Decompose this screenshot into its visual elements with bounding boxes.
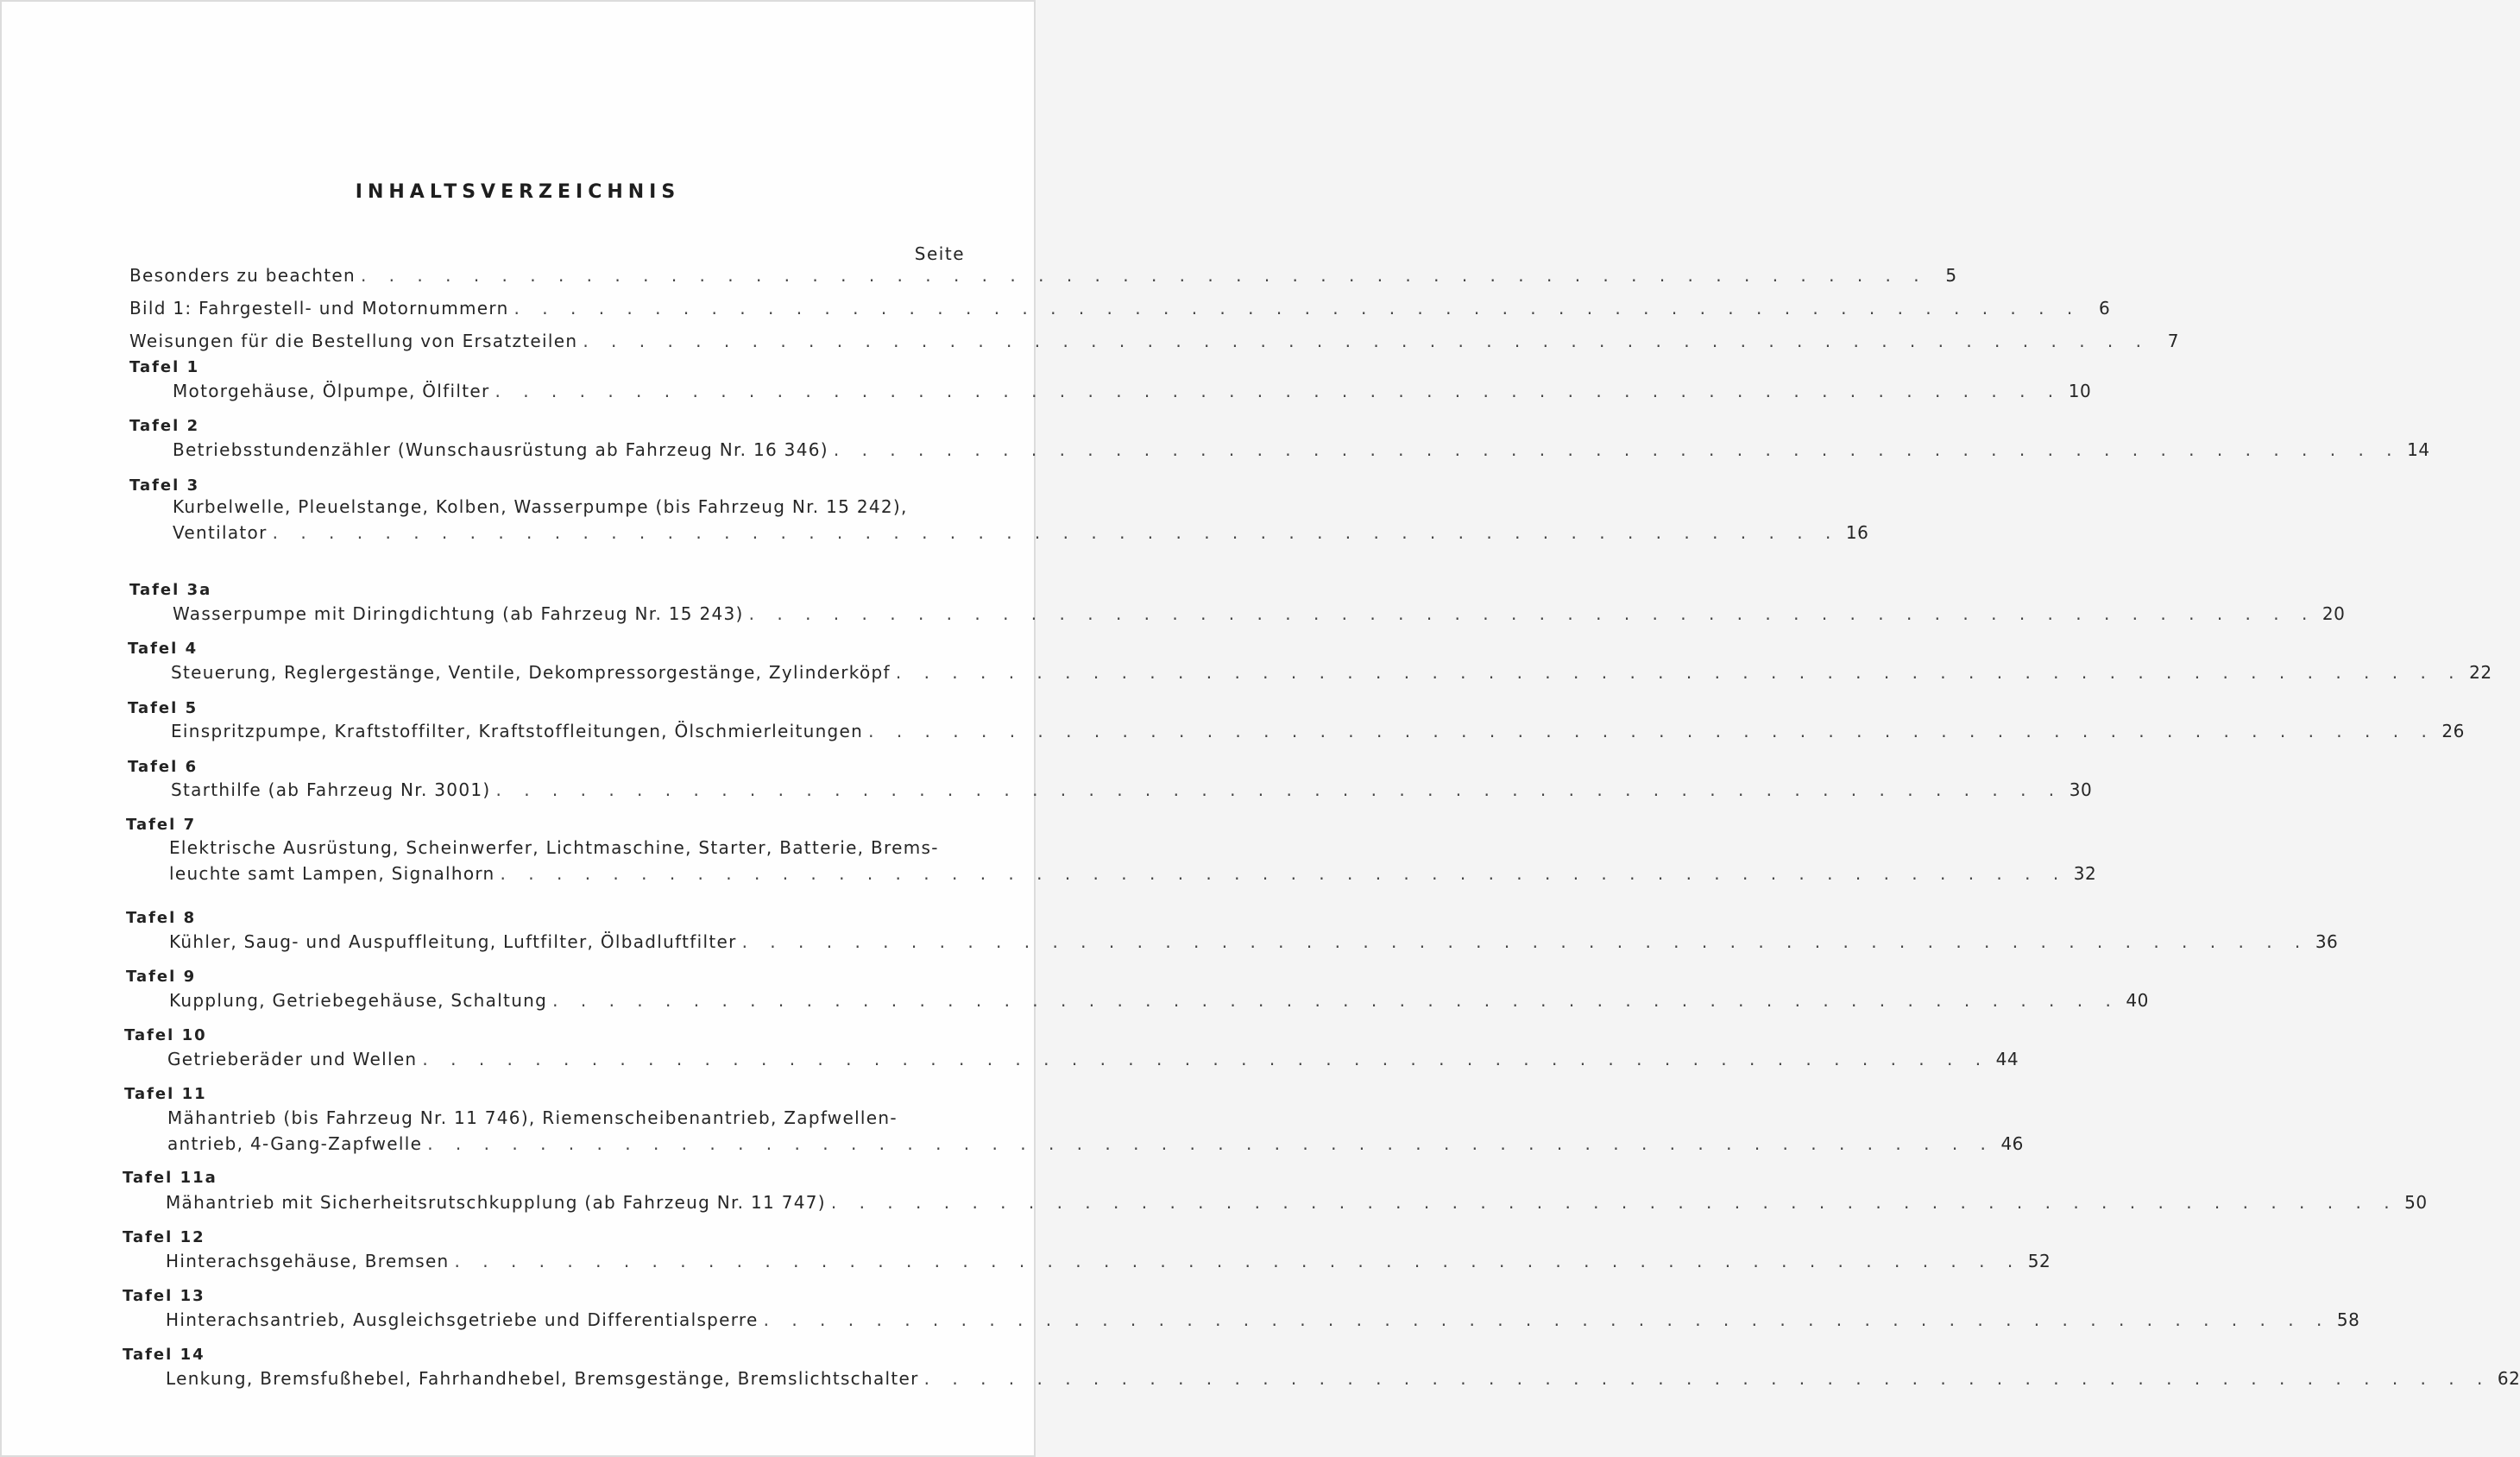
dot-leader: . . . . . . . . . . . . . . . . . . . . . . . . . . . . . . . . . . . . . . . . . . . . . . . . . . . . . . . .	[495, 779, 2063, 800]
toc-entry-text: leuchte samt Lampen, Signalhorn	[169, 863, 495, 884]
dot-leader: . . . . . . . . . . . . . . . . . . . . . . . . . . . . . . . . . . . . . . . . . . . . . . . . . . . . . . . .	[583, 331, 2150, 351]
tafel-heading: Tafel 13	[123, 1287, 205, 1305]
dot-leader: . . . . . . . . . . . . . . . . . . . . . . . . . . . . . . . . . . . . . . . . . . . . . . . . . . . . . . . .	[454, 1251, 2022, 1271]
tafel-heading: Tafel 4	[128, 640, 198, 658]
tafel-heading: Tafel 11	[124, 1085, 207, 1103]
toc-page-number: 10	[2068, 381, 2092, 401]
toc-entry	[173, 378, 2092, 404]
page-title: INHALTSVERZEICHNIS	[355, 181, 681, 203]
dot-leader: . . . . . . . . . . . . . . . . . . . . . . . . . . . . . . . . . . . . . . . . . . . . . . . . . . . . . . . .	[923, 1368, 2492, 1389]
tafel-heading: Tafel 11a	[123, 1169, 217, 1187]
dot-leader: . . . . . . . . . . . . . . . . . . . . . . . . . . . . . . . . . . . . . . . . . . . . . . . . . . . . . . . .	[427, 1133, 1994, 1154]
dot-leader: . . . . . . . . . . . . . . . . . . . . . . . . . . . . . . . . . . . . . . . . . . . . . . . . . . . . . . . .	[513, 298, 2082, 319]
toc-entry	[173, 437, 2430, 463]
toc-entry	[166, 1248, 2051, 1274]
toc-entry-text-line1: Mähantrieb (bis Fahrzeug Nr. 11 746), Riemenscheibenantrieb, Zapfwellen-	[167, 1107, 898, 1128]
tafel-heading: Tafel 3	[129, 476, 200, 495]
toc-entry-text: Einspritzpumpe, Kraftstoffilter, Kraftstoffleitungen, Ölschmierleitungen	[171, 721, 864, 741]
tafel-heading: Tafel 14	[123, 1346, 205, 1364]
toc-page-number: 44	[1995, 1049, 2019, 1069]
toc-entry	[169, 987, 2149, 1013]
toc-entry	[171, 718, 2465, 744]
dot-leader: . . . . . . . . . . . . . . . . . . . . . . . . . . . . . . . . . . . . . . . . . . . . . . . . . . . . . . . .	[830, 1192, 2398, 1213]
toc-entry	[173, 494, 1869, 546]
tafel-heading: Tafel 1	[129, 358, 200, 376]
dot-leader: . . . . . . . . . . . . . . . . . . . . . . . . . . . . . . . . . . . . . . . . . . . . . . . . . . . . . . . .	[763, 1309, 2331, 1330]
toc-entry	[129, 328, 2179, 354]
dot-leader: . . . . . . . . . . . . . . . . . . . . . . . . . . . . . . . . . . . . . . . . . . . . . . . . . . . . . . . .	[360, 265, 1928, 286]
toc-entry-text: Betriebsstundenzähler (Wunschausrüstung ab Fahrzeug Nr. 16 346)	[173, 439, 828, 460]
toc-entry-text: Kühler, Saug- und Auspuffleitung, Luftfilter, Ölbadluftfilter	[169, 931, 737, 952]
toc-entry-text: Hinterachsgehäuse, Bremsen	[166, 1251, 450, 1271]
tafel-heading: Tafel 10	[124, 1026, 207, 1044]
toc-entry-text: Mähantrieb mit Sicherheitsrutschkupplung (ab Fahrzeug Nr. 11 747)	[166, 1192, 826, 1213]
toc-page-number: 6	[2099, 298, 2111, 319]
dot-leader: . . . . . . . . . . . . . . . . . . . . . . . . . . . . . . . . . . . . . . . . . . . . . . . . . . . . . . . .	[895, 662, 2463, 683]
tafel-heading: Tafel 12	[123, 1228, 205, 1246]
tafel-heading: Tafel 5	[128, 699, 198, 717]
toc-entry-text: Starthilfe (ab Fahrzeug Nr. 3001)	[171, 779, 491, 800]
toc-entry	[171, 659, 2492, 685]
toc-page-number: 50	[2404, 1192, 2428, 1213]
toc-entry	[166, 1307, 2360, 1333]
dot-leader: . . . . . . . . . . . . . . . . . . . . . . . . . . . . . . . . . . . . . . . . . . . . . . . . . . . . . . . .	[272, 522, 1840, 543]
toc-entry	[166, 1366, 2520, 1391]
toc-entry-text: Hinterachsantrieb, Ausgleichsgetriebe und Differentialsperre	[166, 1309, 759, 1330]
toc-page-number: 26	[2441, 721, 2465, 741]
dot-leader: . . . . . . . . . . . . . . . . . . . . . . . . . . . . . . . . . . . . . . . . . . . . . . . . . . . . . . . .	[495, 381, 2063, 401]
toc-page-number: 16	[1845, 522, 1869, 543]
toc-entry	[169, 835, 2097, 886]
dot-leader: . . . . . . . . . . . . . . . . . . . . . . . . . . . . . . . . . . . . . . . . . . . . . . . . . . . . . . . .	[868, 721, 2435, 741]
toc-page-number: 7	[2167, 331, 2179, 351]
toc-page-number: 40	[2126, 990, 2149, 1011]
toc-entry-text: Lenkung, Bremsfußhebel, Fahrhandhebel, Bremsgestänge, Bremslichtschalter	[166, 1368, 919, 1389]
toc-page-number: 14	[2407, 439, 2430, 460]
toc-entry-text: Weisungen für die Bestellung von Ersatzteilen	[129, 331, 578, 351]
tafel-heading: Tafel 9	[126, 968, 197, 986]
toc-entry-text-line1: Elektrische Ausrüstung, Scheinwerfer, Lichtmaschine, Starter, Batterie, Brems-	[169, 837, 939, 858]
dot-leader: . . . . . . . . . . . . . . . . . . . . . . . . . . . . . . . . . . . . . . . . . . . . . . . . . . . . . . . .	[422, 1049, 1990, 1069]
toc-entry	[167, 1046, 2019, 1072]
toc-entry	[166, 1189, 2428, 1215]
dot-leader: . . . . . . . . . . . . . . . . . . . . . . . . . . . . . . . . . . . . . . . . . . . . . . . . . . . . . . . .	[552, 990, 2120, 1011]
toc-entry-text: Kupplung, Getriebegehäuse, Schaltung	[169, 990, 548, 1011]
toc-entry-text: Steuerung, Reglergestänge, Ventile, Dekompressorgestänge, Zylinderköpf	[171, 662, 891, 683]
dot-leader: . . . . . . . . . . . . . . . . . . . . . . . . . . . . . . . . . . . . . . . . . . . . . . . . . . . . . . . .	[500, 863, 2068, 884]
toc-page-number: 5	[1945, 265, 1957, 286]
toc-entry	[173, 601, 2346, 627]
toc-entry-text: Bild 1: Fahrgestell- und Motornummern	[129, 298, 509, 319]
toc-page-number: 32	[2073, 863, 2097, 884]
tafel-heading: Tafel 6	[128, 758, 198, 776]
toc-entry-text: Besonders zu beachten	[129, 265, 356, 286]
toc-entry	[129, 295, 2111, 321]
tafel-heading: Tafel 3a	[129, 581, 212, 599]
toc-page-number: 46	[2000, 1133, 2024, 1154]
tafel-heading: Tafel 7	[126, 816, 197, 834]
toc-entry-text: Motorgehäuse, Ölpumpe, Ölfilter	[173, 381, 490, 401]
toc-entry-text: Ventilator	[173, 522, 268, 543]
toc-entry-text: Wasserpumpe mit Diringdichtung (ab Fahrzeug Nr. 15 243)	[173, 603, 744, 624]
toc-entry	[167, 1105, 2024, 1157]
toc-page-number: 62	[2497, 1368, 2520, 1389]
toc-entry	[171, 777, 2093, 803]
toc-page-number: 20	[2322, 603, 2346, 624]
toc-page-number: 22	[2469, 662, 2492, 683]
toc-page-number: 36	[2315, 931, 2339, 952]
dot-leader: . . . . . . . . . . . . . . . . . . . . . . . . . . . . . . . . . . . . . . . . . . . . . . . . . . . . . . . .	[741, 931, 2309, 952]
page-column-header: Seite	[914, 243, 965, 264]
toc-entry-text: Getrieberäder und Wellen	[167, 1049, 418, 1069]
toc-entry	[169, 929, 2339, 955]
tafel-heading: Tafel 8	[126, 909, 197, 927]
toc-entry-text-line1: Kurbelwelle, Pleuelstange, Kolben, Wasserpumpe (bis Fahrzeug Nr. 15 242),	[173, 496, 908, 517]
toc-page-number: 58	[2336, 1309, 2360, 1330]
toc-page-number: 30	[2069, 779, 2093, 800]
toc-entry	[129, 262, 1957, 288]
dot-leader: . . . . . . . . . . . . . . . . . . . . . . . . . . . . . . . . . . . . . . . . . . . . . . . . . . . . . . . .	[748, 603, 2316, 624]
toc-page-number: 52	[2027, 1251, 2051, 1271]
dot-leader: . . . . . . . . . . . . . . . . . . . . . . . . . . . . . . . . . . . . . . . . . . . . . . . . . . . . . . . .	[833, 439, 2401, 460]
tafel-heading: Tafel 2	[129, 417, 200, 435]
toc-entry-text: antrieb, 4-Gang-Zapfwelle	[167, 1133, 423, 1154]
